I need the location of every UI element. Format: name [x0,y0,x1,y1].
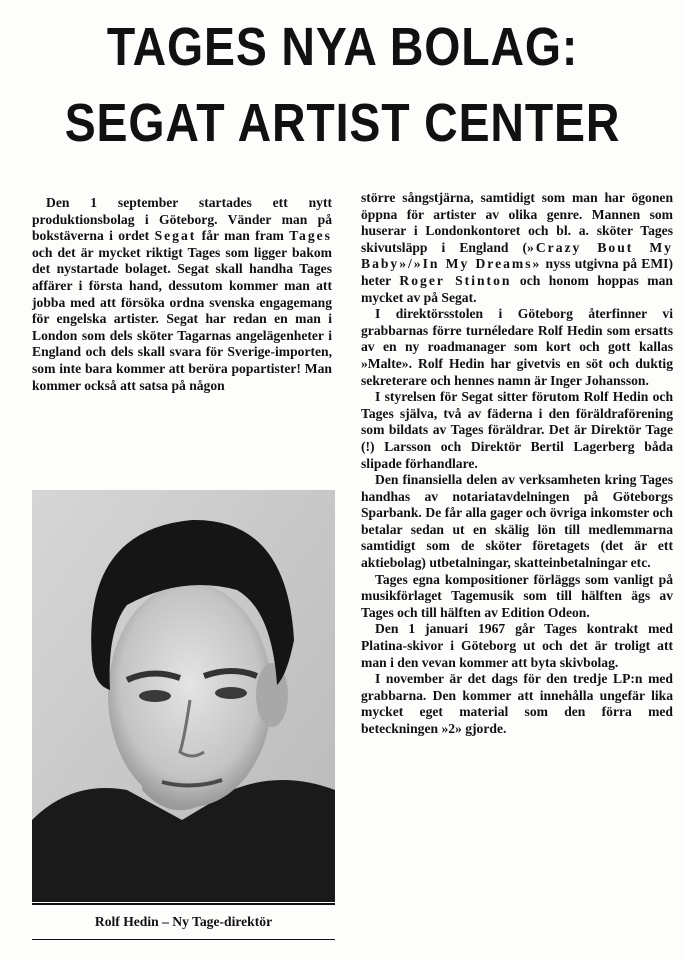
paragraph-publishing: Tages egna kompositioner förläggs som vanligt på musikförlaget Tagemusik som till hälften ägs av Tages och till hälften av Edition Odeon. [361,571,673,620]
photo-caption: Rolf Hedin – Ny Tage-direktör [32,903,335,940]
paragraph-continued: större sångstjärna, samtidigt som man har ögonen öppna för artister av olika genre. Mannen som huserar i Londonkontoret och bl. a. sköter Tages skivutsläpp i England (»Crazy Bout My Baby»/»In My Dreams» nyss utgivna på EMI) heter Roger Stinton och honom hoppas man mycket av på Segat. [361,190,674,305]
paragraph-director: I direktörsstolen i Göteborg återfinner vi grabbarnas förre turnéledare Rolf Hedin som ersatts av en ny roadmanager som kort och gott kallas »Malte». Rolf Hedin har givetvis en söt och duktig sekreterare och hennes namn är Inger Johansson. [361,306,673,388]
article-left-column [32,195,332,394]
paragraph-contract: Den 1 januari 1967 går Tages kontrakt med Platina-skivor i Göteborg ut och det är troligt att man i den vevan kommer att byta skivbolag. [361,621,673,670]
paragraph-lp: I november är det dags för den tredje LP:n med grabbarna. Den kommer att innehålla ungefär lika mycket eget material som den förra med beteckningen »2» gjorde. [361,671,673,736]
paragraph-finance: Den finansiella delen av verksamheten kring Tages handhas av notariatavdelningen på Göteborgs Sparbank. De får alla gager och övriga inkomster och betalar sedan ut en skälig lön till medlemmarna samtidigt som de sköter företagets (det är ett aktiebolag) utbetalningar, skatteinbetalningar etc. [361,472,673,571]
portrait-photo [32,490,335,902]
headline-line-1: TAGES NYA BOLAG: [106,17,579,77]
headline-line-2: SEGAT ARTIST CENTER [64,93,621,153]
paragraph-board: I styrelsen för Segat sitter förutom Rolf Hedin och Tages själva, två av fäderna i den föräldraförening som bildats av Tages föräldrar. Det är Direktör Tage (!) Larsson och Direktör Bertil Lagerberg båda slipade förhandlare. [361,389,673,471]
paragraph-intro: Den 1 september startades ett nytt produktionsbolag i Göteborg. Vänder man på bokstäverna i ordet Segat får man fram Tages och det är mycket riktigt Tages som ligger bakom det nystartade bolaget. Segat skall handha Tages affärer i första hand, dessutom kommer man att jobba med att försöka ordna svenska engagemang för engelska artister. Segat har redan en man i London som dels sköter Tagarnas angelägenheter i England och dels skall svara för Sverige-importen, som inte bara kommer att beröra popartister! Man kommer också att satsa på någon [32,195,332,393]
article-right-column [361,190,673,738]
